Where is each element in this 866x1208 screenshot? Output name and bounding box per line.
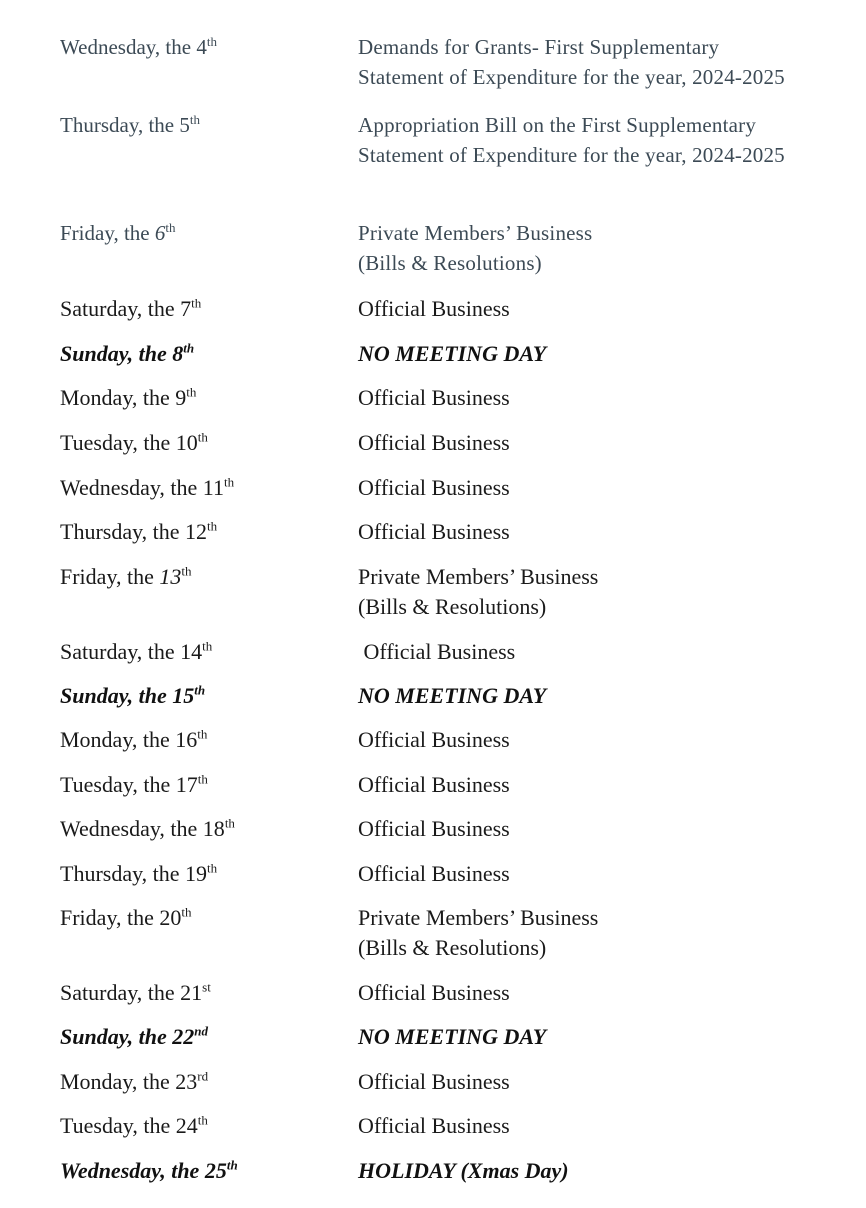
business-line: Statement of Expenditure for the year, 2024-2025 — [358, 65, 785, 89]
day-text: Wednesday, the 18 — [60, 816, 225, 841]
day-label — [60, 1111, 208, 1141]
ordinal-suffix: th — [183, 340, 195, 356]
business-line: Official Business — [358, 639, 516, 664]
ordinal-suffix: th — [194, 682, 206, 698]
day-text: Tuesday, the 17 — [60, 772, 198, 797]
business-text — [358, 1111, 510, 1141]
business-line: Official Business — [358, 772, 510, 797]
ordinal-suffix: st — [202, 979, 211, 995]
ordinal-suffix: th — [224, 815, 235, 831]
ordinal-suffix: th — [226, 1157, 238, 1173]
business-text — [358, 859, 510, 889]
business-line: Official Business — [358, 475, 510, 500]
business-line: Private Members’ Business — [358, 905, 599, 930]
business-line: Appropriation Bill on the First Supplementary — [358, 113, 757, 137]
ordinal-suffix: nd — [194, 1023, 209, 1039]
business-text — [358, 725, 510, 755]
day-label — [60, 383, 196, 413]
day-text: Sunday, the 8 — [60, 341, 184, 366]
day-text: Thursday, the 19 — [60, 861, 208, 886]
day-label — [60, 725, 207, 755]
business-text — [358, 1156, 569, 1186]
business-line: Demands for Grants- First Supplementary — [358, 35, 720, 59]
day-label — [60, 218, 176, 248]
ordinal-suffix: th — [197, 726, 208, 742]
day-label — [60, 770, 208, 800]
day-label — [60, 1067, 208, 1097]
day-label — [60, 110, 200, 140]
business-text — [358, 517, 510, 547]
day-text: Saturday, the 21 — [60, 980, 203, 1005]
day-number: 13 — [159, 564, 182, 589]
day-label — [60, 294, 201, 324]
day-label — [60, 903, 192, 933]
business-line: Official Business — [358, 980, 510, 1005]
day-label — [60, 428, 208, 458]
ordinal-suffix: th — [224, 474, 235, 490]
day-label — [60, 978, 211, 1008]
business-text — [358, 814, 510, 844]
day-text: Thursday, the 12 — [60, 519, 208, 544]
day-text: Saturday, the 7 — [60, 296, 192, 321]
day-label — [60, 473, 234, 503]
day-text: Saturday, the 14 — [60, 639, 203, 664]
business-line: Official Business — [358, 1113, 510, 1138]
day-text: Tuesday, the 24 — [60, 1113, 198, 1138]
day-text: Friday, the — [60, 564, 160, 589]
day-text: Friday, the 20 — [60, 905, 182, 930]
day-label — [60, 517, 217, 547]
business-line: Official Business — [358, 519, 510, 544]
day-label — [60, 562, 192, 592]
ordinal-suffix: th — [189, 112, 200, 127]
ordinal-suffix: th — [207, 860, 218, 876]
ordinal-suffix: rd — [197, 1068, 209, 1084]
business-text — [358, 110, 785, 170]
day-text: Monday, the 9 — [60, 385, 187, 410]
day-label — [60, 1022, 208, 1052]
day-label — [60, 681, 205, 711]
business-line: Official Business — [358, 861, 510, 886]
business-line: Official Business — [358, 1069, 510, 1094]
ordinal-suffix: th — [197, 1112, 208, 1128]
business-text — [358, 1022, 546, 1052]
day-label — [60, 339, 194, 369]
ordinal-suffix: th — [191, 295, 202, 311]
day-label — [60, 1156, 238, 1186]
business-line: Private Members’ Business — [358, 564, 599, 589]
day-label — [60, 637, 212, 667]
day-number: 6 — [154, 221, 166, 245]
ordinal-suffix: th — [181, 904, 192, 920]
day-text: Monday, the 23 — [60, 1069, 198, 1094]
business-text — [358, 770, 510, 800]
ordinal-suffix: th — [207, 518, 218, 534]
business-text — [358, 32, 785, 92]
ordinal-suffix: th — [197, 429, 208, 445]
day-label — [60, 859, 217, 889]
day-text: Friday, the — [60, 221, 155, 245]
business-line: Private Members’ Business — [358, 221, 593, 245]
business-line: Official Business — [358, 385, 510, 410]
business-line: Official Business — [358, 816, 510, 841]
day-text: Monday, the 16 — [60, 727, 198, 752]
business-line: Official Business — [358, 296, 510, 321]
business-line: (Bills & Resolutions) — [358, 935, 547, 960]
business-line: (Bills & Resolutions) — [358, 251, 542, 275]
business-line: Official Business — [358, 430, 510, 455]
business-text — [358, 562, 598, 622]
business-line: Statement of Expenditure for the year, 2024-2025 — [358, 143, 785, 167]
ordinal-suffix: th — [165, 220, 176, 235]
business-text — [358, 218, 592, 278]
business-line: NO MEETING DAY — [358, 683, 547, 708]
ordinal-suffix: th — [181, 563, 192, 579]
business-text — [358, 637, 515, 667]
business-line: Official Business — [358, 727, 510, 752]
day-text: Wednesday, the 11 — [60, 475, 224, 500]
business-line: NO MEETING DAY — [358, 1024, 547, 1049]
day-text: Sunday, the 22 — [60, 1024, 195, 1049]
day-text: Sunday, the 15 — [60, 683, 195, 708]
day-text: Thursday, the 5 — [60, 113, 190, 137]
business-text — [358, 903, 598, 963]
day-label — [60, 814, 235, 844]
ordinal-suffix: th — [202, 638, 213, 654]
day-text: Tuesday, the 10 — [60, 430, 198, 455]
business-text — [358, 681, 546, 711]
business-text — [358, 339, 546, 369]
day-text: Wednesday, the 25 — [60, 1158, 227, 1183]
business-text — [358, 978, 510, 1008]
business-line: NO MEETING DAY — [358, 341, 547, 366]
business-text — [358, 473, 510, 503]
business-text — [358, 1067, 510, 1097]
business-line: (Bills & Resolutions) — [358, 594, 547, 619]
business-text — [358, 428, 510, 458]
day-label — [60, 32, 217, 62]
ordinal-suffix: th — [206, 34, 217, 49]
business-line: HOLIDAY (Xmas Day) — [358, 1158, 569, 1183]
day-text: Wednesday, the 4 — [60, 35, 207, 59]
ordinal-suffix: th — [197, 771, 208, 787]
business-text — [358, 383, 510, 413]
business-text — [358, 294, 510, 324]
ordinal-suffix: th — [186, 384, 197, 400]
